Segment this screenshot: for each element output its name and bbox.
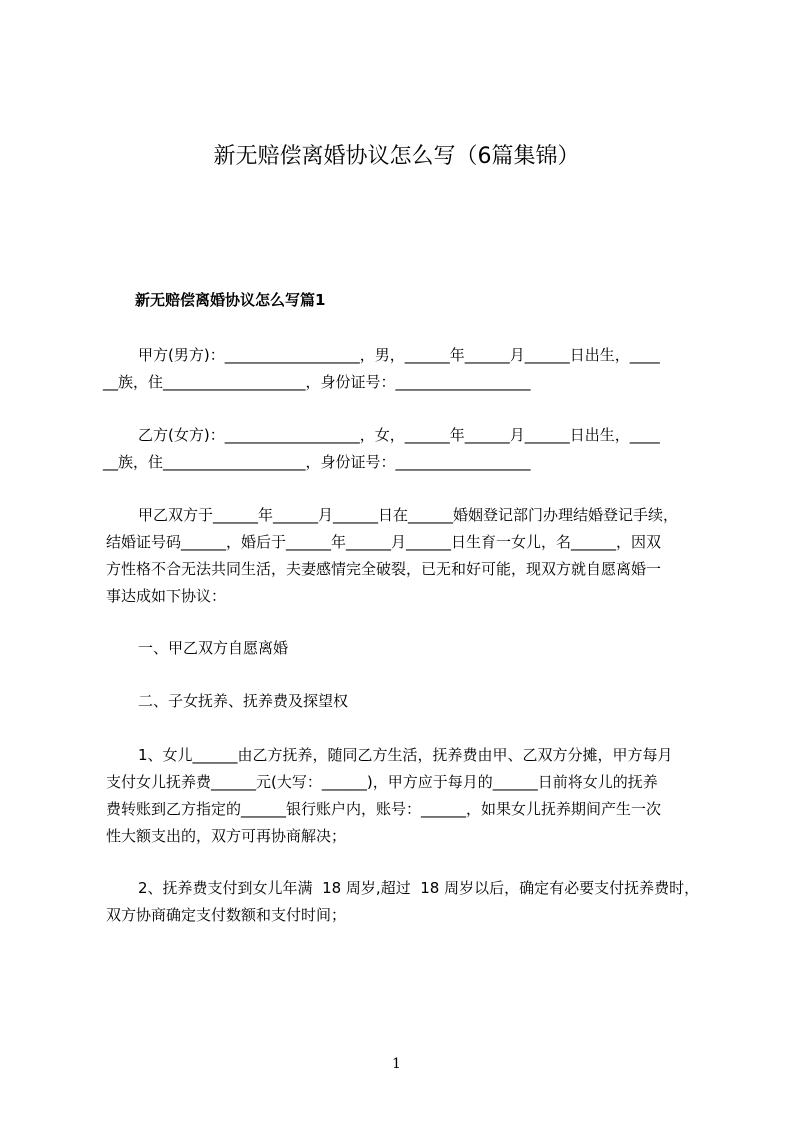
preamble-line-3: 方性格不合无法共同生活，夫妻感情完全破裂，已无和好可能，现双方就自愿离婚一 <box>106 560 662 578</box>
item-1-line-1: 1、女儿______由乙方抚养，随同乙方生活，抚养费由甲、乙双方分摊，甲方每月 <box>138 746 673 764</box>
party-b-line-2: __族，住___________________，身份证号：__________________ <box>103 453 531 471</box>
section-heading: 新无赔偿离婚协议怎么写篇1 <box>135 291 326 309</box>
party-b-line-1: 乙方(女方)：__________________，女，______年______月______日出生，____ <box>138 426 660 444</box>
document-title: 新无赔偿离婚协议怎么写（6篇集锦） <box>213 144 580 169</box>
item-2-line-2: 双方协商确定支付数额和支付时间； <box>106 906 347 924</box>
item-1-line-2: 支付女儿抚养费______元(大写：______)，甲方应于每月的______日前将女儿的抚养 <box>106 773 658 791</box>
item-1-line-4: 性大额支出的，双方可再协商解决； <box>106 827 347 845</box>
item-2-line-1: 2、抚养费支付到女儿年满 18 周岁,超过 18 周岁以后，确定有必要支付抚养费时， <box>138 879 700 897</box>
item-1-line-3: 费转账到乙方指定的______银行账户内，账号：______，如果女儿抚养期间产生一次 <box>106 800 662 818</box>
preamble-line-1: 甲乙双方于______年______月______日在______婚姻登记部门办理结婚登记手续， <box>138 506 679 524</box>
party-a-line-1: 甲方(男方)：__________________，男，______年______月______日出生，____ <box>138 346 660 364</box>
preamble-line-4: 事达成如下协议： <box>106 587 227 605</box>
party-a-line-2: __族，住___________________，身份证号：__________________ <box>103 373 531 391</box>
preamble-line-2: 结婚证号码______，婚后于______年______月______日生育一女儿，名______，因双 <box>106 533 662 551</box>
clause-1: 一、甲乙双方自愿离婚 <box>138 639 289 657</box>
page-number: 1 <box>392 1056 401 1072</box>
clause-2: 二、子女抚养、抚养费及探望权 <box>138 692 349 710</box>
